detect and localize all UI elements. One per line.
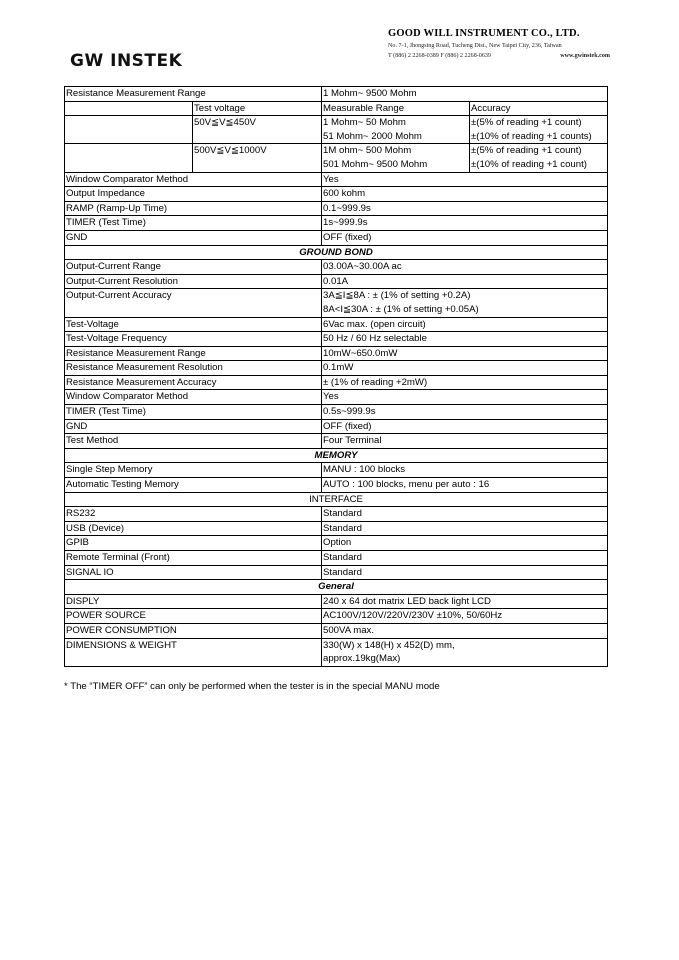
spec-label: RAMP (Ramp-Up Time) bbox=[65, 201, 322, 216]
table-row bbox=[65, 317, 608, 332]
spec-label: Output-Current Accuracy bbox=[65, 289, 322, 317]
spec-value: 3A≦I≦8A : ± (1% of setting +0.2A) 8A<I≦30A : ± (1% of setting +0.05A) bbox=[322, 289, 608, 317]
spec-label: Automatic Testing Memory bbox=[65, 478, 322, 493]
spec-value: AUTO : 100 blocks, menu per auto : 16 bbox=[322, 478, 608, 493]
table-row bbox=[65, 565, 608, 580]
spec-value: 330(W) x 148(H) x 452(D) mm, approx.19kg(Max) bbox=[322, 638, 608, 666]
company-name: GOOD WILL INSTRUMENT CO., LTD. bbox=[388, 28, 580, 39]
measurable-range-value: 1M ohm~ 500 Mohm 501 Mohm~ 9500 Mohm bbox=[322, 144, 470, 172]
table-row bbox=[65, 201, 608, 216]
table-row bbox=[65, 419, 608, 434]
section-header-row bbox=[65, 448, 608, 463]
section-title-ground-bond: GROUND BOND bbox=[65, 245, 608, 260]
spec-label: Output Impedance bbox=[65, 187, 322, 202]
spec-label: GPIB bbox=[65, 536, 322, 551]
table-row bbox=[65, 375, 608, 390]
section-header-row bbox=[65, 580, 608, 595]
spec-label: Test Method bbox=[65, 434, 322, 449]
spec-value: 0.1~999.9s bbox=[322, 201, 608, 216]
spec-value: Standard bbox=[322, 551, 608, 566]
spec-label: Test-Voltage bbox=[65, 317, 322, 332]
spec-value: 6Vac max. (open circuit) bbox=[322, 317, 608, 332]
spec-value: 500VA max. bbox=[322, 623, 608, 638]
spec-value: 1s~999.9s bbox=[322, 216, 608, 231]
spec-label: Window Comparator Method bbox=[65, 390, 322, 405]
spec-label: POWER CONSUMPTION bbox=[65, 623, 322, 638]
test-voltage-value: 500V≦V≦1000V bbox=[193, 144, 322, 172]
spec-label: DISPLY bbox=[65, 594, 322, 609]
table-row bbox=[65, 594, 608, 609]
spec-value: OFF (fixed) bbox=[322, 419, 608, 434]
table-row bbox=[65, 274, 608, 289]
spec-label: USB (Device) bbox=[65, 521, 322, 536]
spec-label: TIMER (Test Time) bbox=[65, 216, 322, 231]
table-row bbox=[65, 507, 608, 522]
spec-label: Resistance Measurement Resolution bbox=[65, 361, 322, 376]
company-contact bbox=[388, 53, 610, 59]
empty-cell bbox=[65, 144, 193, 172]
spec-label: Remote Terminal (Front) bbox=[65, 551, 322, 566]
spec-value: 03.00A~30.00A ac bbox=[322, 260, 608, 275]
spec-value: 50 Hz / 60 Hz selectable bbox=[322, 332, 608, 347]
accuracy-value: ±(5% of reading +1 count) ±(10% of reading +1 counts) bbox=[470, 116, 608, 144]
table-row bbox=[65, 623, 608, 638]
spec-label: TIMER (Test Time) bbox=[65, 405, 322, 420]
table-row bbox=[65, 116, 608, 144]
spec-label: Window Comparator Method bbox=[65, 172, 322, 187]
spec-value: ± (1% of reading +2mW) bbox=[322, 375, 608, 390]
spec-value: 240 x 64 dot matrix LED back light LCD bbox=[322, 594, 608, 609]
spec-value: Standard bbox=[322, 565, 608, 580]
accuracy-value: ±(5% of reading +1 count) ±(10% of reading +1 count) bbox=[470, 144, 608, 172]
table-row bbox=[65, 346, 608, 361]
spec-label: RS232 bbox=[65, 507, 322, 522]
spec-label: Resistance Measurement Range bbox=[65, 346, 322, 361]
spec-label: Output-Current Resolution bbox=[65, 274, 322, 289]
section-title-interface: INTERFACE bbox=[65, 492, 608, 507]
col-header-accuracy: Accuracy bbox=[470, 101, 608, 116]
measurable-range-value: 1 Mohm~ 50 Mohm 51 Mohm~ 2000 Mohm bbox=[322, 116, 470, 144]
table-row bbox=[65, 332, 608, 347]
table-row bbox=[65, 551, 608, 566]
table-row bbox=[65, 216, 608, 231]
table-row bbox=[65, 463, 608, 478]
table-row bbox=[65, 87, 608, 102]
spec-value: 0.1mW bbox=[322, 361, 608, 376]
table-row bbox=[65, 172, 608, 187]
spec-value: 1 Mohm~ 9500 Mohm bbox=[322, 87, 608, 102]
spec-label: SIGNAL IO bbox=[65, 565, 322, 580]
section-title-general: General bbox=[65, 580, 608, 595]
spec-value: Standard bbox=[322, 507, 608, 522]
spec-value: AC100V/120V/220V/230V ±10%, 50/60Hz bbox=[322, 609, 608, 624]
spec-value: 0.5s~999.9s bbox=[322, 405, 608, 420]
spec-label: GND bbox=[65, 230, 322, 245]
test-voltage-value: 50V≦V≦450V bbox=[193, 116, 322, 144]
phone-fax: T (886) 2 2268-0389 F (886) 2 2268-0639 bbox=[388, 53, 491, 59]
table-row bbox=[65, 638, 608, 666]
spec-label: GND bbox=[65, 419, 322, 434]
table-row bbox=[65, 144, 608, 172]
spec-value: Yes bbox=[322, 390, 608, 405]
table-row bbox=[65, 101, 608, 116]
spec-label: Resistance Measurement Accuracy bbox=[65, 375, 322, 390]
table-row bbox=[65, 521, 608, 536]
spec-value: 0.01A bbox=[322, 274, 608, 289]
spec-label: Resistance Measurement Range bbox=[65, 87, 322, 102]
company-address: No. 7-1, Jhongsing Road, Tucheng Dist., New Taipei City, 236, Taiwan bbox=[388, 43, 562, 49]
empty-cell bbox=[65, 116, 193, 144]
table-row bbox=[65, 230, 608, 245]
spec-value: MANU : 100 blocks bbox=[322, 463, 608, 478]
table-row bbox=[65, 187, 608, 202]
table-row bbox=[65, 405, 608, 420]
table-row bbox=[65, 478, 608, 493]
section-title-memory: MEMORY bbox=[65, 448, 608, 463]
col-header-measurable-range: Measurable Range bbox=[322, 101, 470, 116]
table-row bbox=[65, 289, 608, 317]
spec-label: POWER SOURCE bbox=[65, 609, 322, 624]
spec-label: Single Step Memory bbox=[65, 463, 322, 478]
table-row bbox=[65, 434, 608, 449]
spec-value: Yes bbox=[322, 172, 608, 187]
spec-value: Four Terminal bbox=[322, 434, 608, 449]
spec-value: OFF (fixed) bbox=[322, 230, 608, 245]
section-header-row bbox=[65, 245, 608, 260]
spec-value: Standard bbox=[322, 521, 608, 536]
table-row bbox=[65, 361, 608, 376]
gw-instek-logo: GW INSTEK bbox=[70, 51, 183, 71]
table-row bbox=[65, 390, 608, 405]
spec-table bbox=[64, 86, 608, 667]
empty-cell bbox=[65, 101, 193, 116]
spec-value: 10mW~650.0mW bbox=[322, 346, 608, 361]
section-header-row bbox=[65, 492, 608, 507]
spec-value: Option bbox=[322, 536, 608, 551]
spec-label: Output-Current Range bbox=[65, 260, 322, 275]
table-row bbox=[65, 609, 608, 624]
col-header-test-voltage: Test voltage bbox=[193, 101, 322, 116]
table-row bbox=[65, 536, 608, 551]
footnote: * The “TIMER OFF” can only be performed when the tester is in the special MANU mode bbox=[64, 681, 440, 692]
company-info bbox=[388, 28, 610, 59]
spec-value: 600 kohm bbox=[322, 187, 608, 202]
spec-label: Test-Voltage Frequency bbox=[65, 332, 322, 347]
website-link[interactable]: www.gwinstek.com bbox=[560, 53, 610, 59]
spec-label: DIMENSIONS & WEIGHT bbox=[65, 638, 322, 666]
table-row bbox=[65, 260, 608, 275]
